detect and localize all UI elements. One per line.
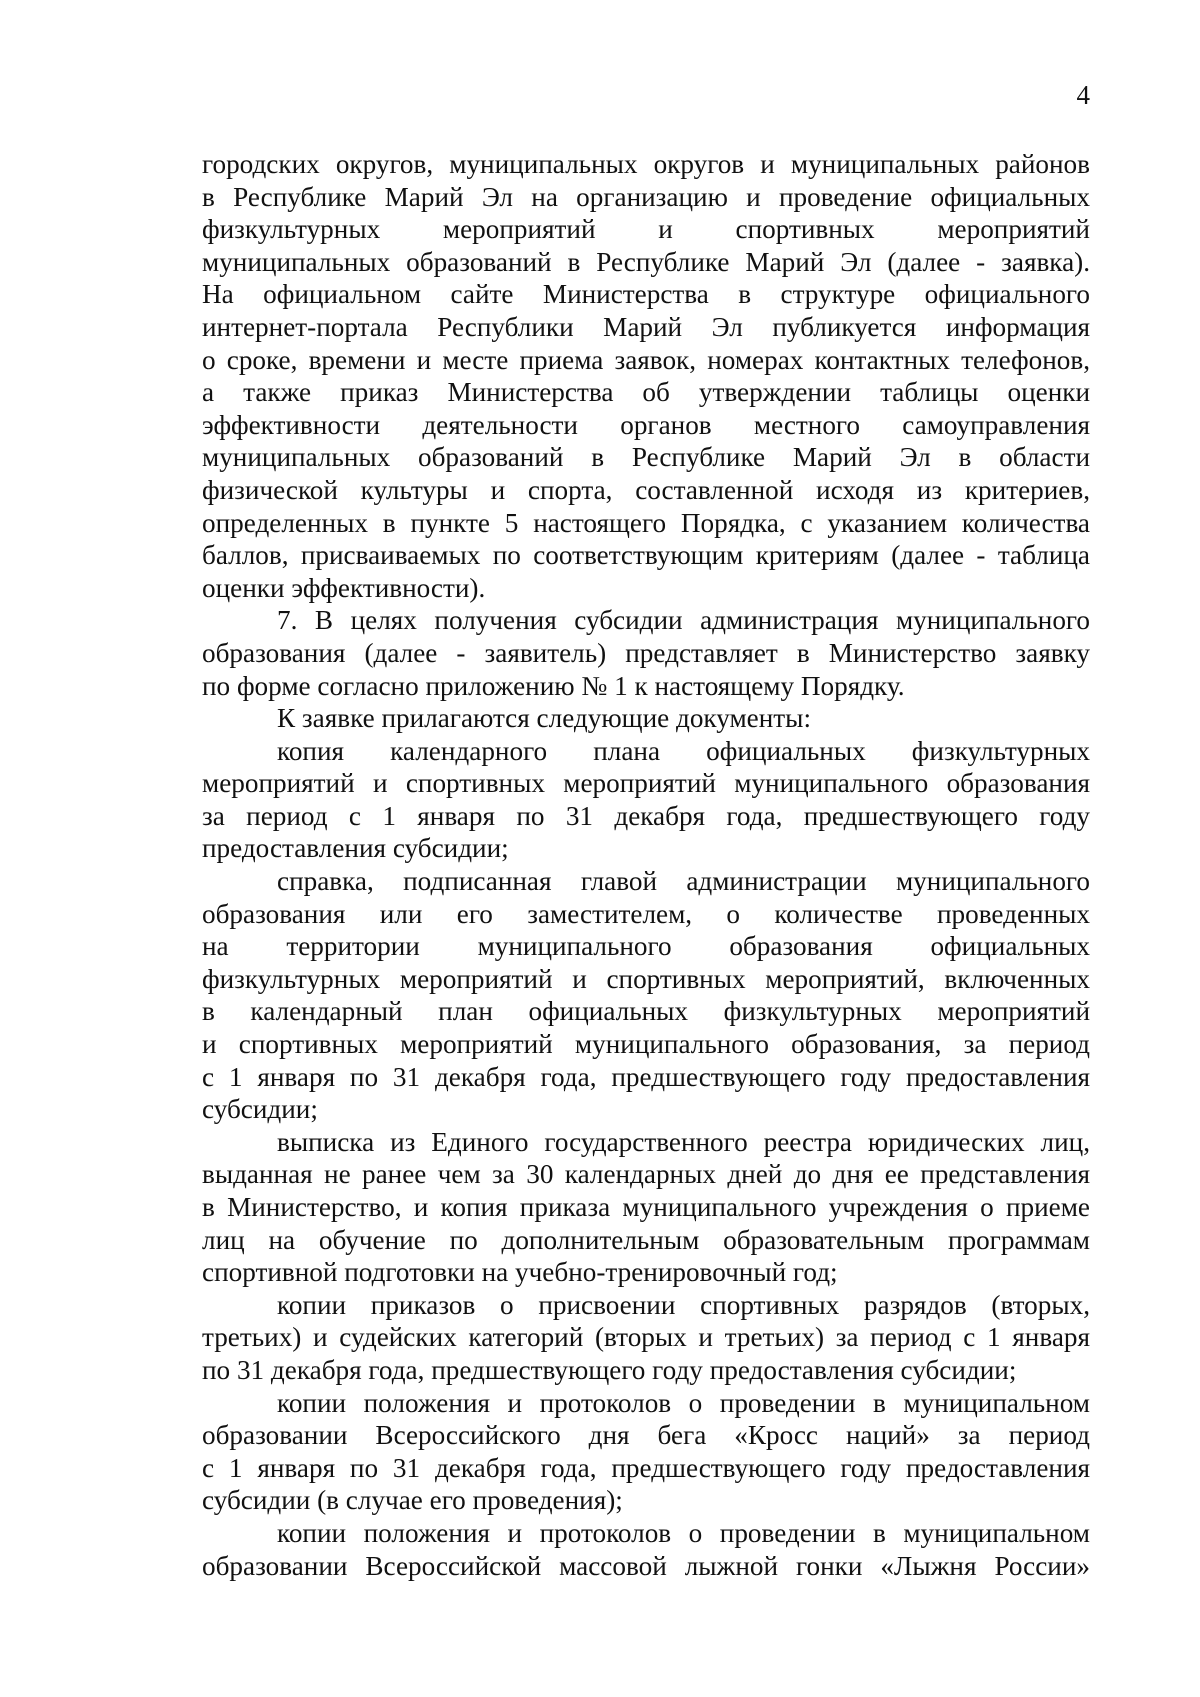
text-line: муниципальных образований в Республике Марий Эл в области	[202, 442, 1090, 473]
text-line: предоставления субсидии;	[202, 833, 509, 864]
text-line: копии положения и протоколов о проведении в муниципальном	[277, 1517, 1090, 1548]
text-line: на территории муниципального образования официальных	[202, 931, 1090, 962]
text-line: по форме согласно приложению № 1 к настоящему Порядку.	[202, 670, 905, 701]
text-line: определенных в пункте 5 настоящего Порядка, с указанием количества	[202, 507, 1090, 538]
text-line: выписка из Единого государственного реестра юридических лиц,	[277, 1126, 1090, 1157]
page-number: 4	[1076, 80, 1090, 110]
text-line: копии приказов о присвоении спортивных разрядов (вторых,	[277, 1289, 1090, 1320]
text-line: физкультурных мероприятий и спортивных мероприятий	[202, 214, 1090, 245]
text-line: выданная не ранее чем за 30 календарных дней до дня ее представления	[202, 1159, 1090, 1190]
text-line: спортивной подготовки на учебно-тренировочный год;	[202, 1257, 838, 1288]
text-line: На официальном сайте Министерства в структуре официального	[202, 279, 1090, 310]
text-line: интернет-портала Республики Марий Эл публикуется информация	[202, 311, 1090, 342]
text-line: субсидии;	[202, 1094, 318, 1125]
text-line: мероприятий и спортивных мероприятий муниципального образования	[202, 768, 1090, 799]
text-line: третьих) и судейских категорий (вторых и третьих) за период с 1 января	[202, 1322, 1090, 1353]
text-line: с 1 января по 31 декабря года, предшествующего году предоставления	[202, 1061, 1090, 1092]
text-line: образования или его заместителем, о количестве проведенных	[202, 898, 1090, 929]
text-line: лиц на обучение по дополнительным образовательным программам	[202, 1224, 1090, 1255]
text-line: образования (далее - заявитель) представляет в Министерство заявку	[202, 637, 1090, 668]
text-line: с 1 января по 31 декабря года, предшествующего году предоставления	[202, 1452, 1090, 1483]
text-line: К заявке прилагаются следующие документы:	[277, 703, 811, 734]
text-line: справка, подписанная главой администрации муниципального	[277, 866, 1090, 897]
text-line: городских округов, муниципальных округов и муниципальных районов	[202, 149, 1090, 179]
text-line: по 31 декабря года, предшествующего году предоставления субсидии;	[202, 1354, 1017, 1385]
text-line: о сроке, времени и месте приема заявок, номерах контактных телефонов,	[202, 344, 1090, 375]
text-line: в Министерство, и копия приказа муниципального учреждения о приеме	[202, 1192, 1090, 1222]
text-line: физкультурных мероприятий и спортивных мероприятий, включенных	[202, 963, 1090, 994]
text-line: 7. В целях получения субсидии администрация муниципального	[277, 605, 1090, 636]
text-line: субсидии (в случае его проведения);	[202, 1485, 623, 1516]
text-line: в календарный план официальных физкультурных мероприятий	[202, 996, 1090, 1027]
text-line: образовании Всероссийской массовой лыжной гонки «Лыжня России»	[202, 1550, 1090, 1581]
text-line: физической культуры и спорта, составленной исходя из критериев,	[202, 474, 1090, 505]
text-line: копия календарного плана официальных физкультурных	[277, 735, 1090, 766]
text-line: копии положения и протоколов о проведении в муниципальном	[277, 1387, 1090, 1418]
text-line: эффективности деятельности органов местного самоуправления	[202, 409, 1090, 440]
text-line: муниципальных образований в Республике Марий Эл (далее - заявка).	[202, 246, 1090, 277]
text-line: в Республике Марий Эл на организацию и проведение официальных	[202, 181, 1090, 212]
text-line: оценки эффективности).	[202, 572, 486, 603]
body-text	[202, 148, 1090, 1582]
text-line: а также приказ Министерства об утверждении таблицы оценки	[202, 377, 1090, 408]
text-line: и спортивных мероприятий муниципального образования, за период	[202, 1029, 1090, 1060]
text-line: баллов, присваиваемых по соответствующим критериям (далее - таблица	[202, 540, 1090, 571]
text-line: образовании Всероссийского дня бега «Кросс наций» за период	[202, 1420, 1090, 1451]
text-line: за период с 1 января по 31 декабря года, предшествующего году	[202, 800, 1090, 831]
